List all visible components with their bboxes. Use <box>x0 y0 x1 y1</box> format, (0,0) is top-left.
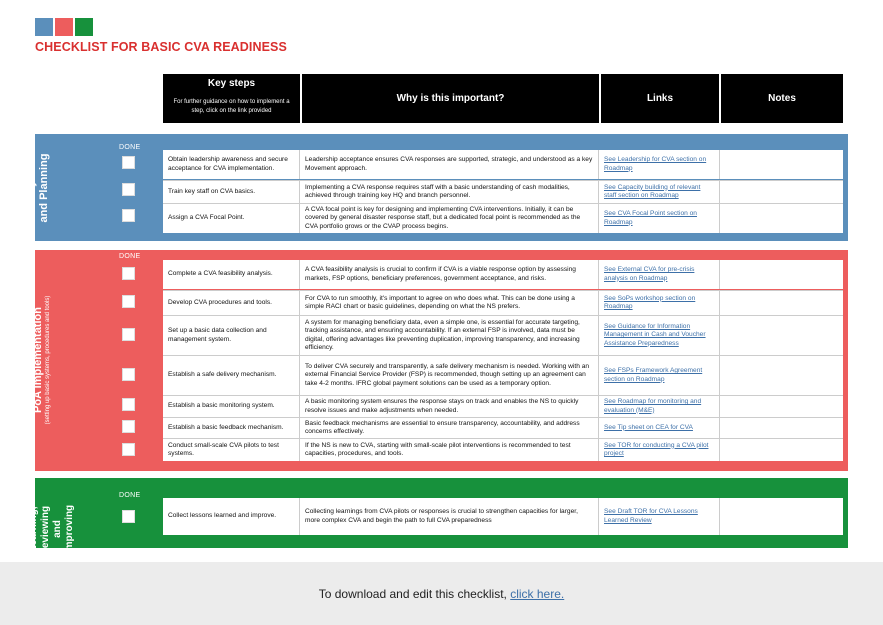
section-label-line: and <box>52 520 63 538</box>
footer-text: To download and edit this checklist, <box>318 587 511 601</box>
notes-cell[interactable] <box>720 498 843 535</box>
link-cell <box>599 291 720 315</box>
done-checkbox[interactable] <box>122 443 135 456</box>
download-footer <box>0 587 883 601</box>
step-cell: Establish a basic feedback mechanism. <box>163 418 300 438</box>
done-checkbox[interactable] <box>122 510 135 523</box>
header-key-steps-label: Key steps <box>207 78 256 89</box>
step-cell: Collect lessons learned and improve. <box>163 498 300 535</box>
table-row <box>163 438 843 461</box>
why-cell: Implementing a CVA response requires staff with a basic understanding of cash modalities, achieved through training key HQ and branch personnel. <box>300 181 599 203</box>
why-cell: If the NS is new to CVA, starting with small-scale pilot interventions is recommended to test capacities, procedures, and tools. <box>300 439 599 461</box>
notes-cell[interactable] <box>720 260 843 289</box>
notes-cell[interactable] <box>720 356 843 395</box>
why-cell: Collecting learnings from CVA pilots or responses is crucial to strengthen capacities for larger, more complex CVA and begin the path to full CVA preparedness <box>300 498 599 535</box>
link-cell <box>599 260 720 289</box>
step-cell: Establish a safe delivery mechanism. <box>163 356 300 395</box>
table-row <box>163 180 843 203</box>
why-cell: For CVA to run smoothly, it's important to agree on who does what. This can be done using a simple RACI chart or basic guidelines, depending on what the NS prefers. <box>300 291 599 315</box>
roadmap-link[interactable]: See Leadership for CVA section on Roadmap <box>604 156 707 172</box>
logo-square-blue <box>35 18 53 36</box>
header-links <box>601 74 719 123</box>
done-label: DONE <box>119 144 141 151</box>
roadmap-link[interactable]: See CVA Focal Point section on Roadmap <box>604 210 697 226</box>
link-cell <box>599 498 720 535</box>
why-cell: A basic monitoring system ensures the response stays on track and enables the NS to quickly resolve issues and make adjustments when needed. <box>300 396 599 417</box>
link-cell <box>599 396 720 417</box>
roadmap-link[interactable]: See Draft TOR for CVA Lessons Learned Review <box>604 508 698 524</box>
section-label-line: and Planning <box>38 153 50 223</box>
section-label-line: improving <box>64 504 75 554</box>
table-row <box>163 260 843 289</box>
link-cell <box>599 356 720 395</box>
notes-cell[interactable] <box>720 439 843 461</box>
table-row <box>163 395 843 417</box>
step-cell: Train key staff on CVA basics. <box>163 181 300 203</box>
notes-cell[interactable] <box>720 291 843 315</box>
done-label: DONE <box>119 492 141 499</box>
link-cell <box>599 181 720 203</box>
notes-cell[interactable] <box>720 150 843 179</box>
done-checkbox[interactable] <box>122 420 135 433</box>
why-cell: To deliver CVA securely and transparently, a safe delivery mechanism is needed. Working with an external Financial Service Provider (FSP) is recommended, though setting up an agreement can take 4-2 months. IFRC global payment solutions can be used as a temporary option. <box>300 356 599 395</box>
why-cell: A system for managing beneficiary data, even a simple one, is essential for accurate targeting, tracking assistance, and ensuring accountability. If an external FSP is involved, data must be digital, offering advantages like preventing duplication, improving transparency, and increasing efficiency. <box>300 316 599 355</box>
section-label-line: reviewing <box>40 505 51 553</box>
logo-square-red <box>55 18 73 36</box>
section-label-poa <box>32 295 52 425</box>
table-row <box>163 290 843 315</box>
roadmap-link[interactable]: See Guidance for Information Management in Cash and Voucher Assistance Preparedness <box>604 322 706 347</box>
step-cell: Conduct small-scale CVA pilots to test systems. <box>163 439 300 461</box>
notes-cell[interactable] <box>720 316 843 355</box>
done-checkbox[interactable] <box>122 267 135 280</box>
page-title: CHECKLIST FOR BASIC CVA READINESS <box>35 40 287 54</box>
header-key-steps <box>163 74 300 123</box>
roadmap-link[interactable]: See Roadmap for monitoring and evaluation (M&E) <box>604 398 702 414</box>
roadmap-link[interactable]: See Tip sheet on CEA for CVA <box>604 423 693 431</box>
roadmap-link[interactable]: See Capacity building of relevant staff section on Roadmap <box>604 183 701 199</box>
why-cell: Leadership acceptance ensures CVA responses are supported, strategic, and understood as a key Movement approach. <box>300 150 599 179</box>
section-label-line: PoA implementation <box>32 307 44 413</box>
done-checkbox[interactable] <box>122 156 135 169</box>
table-row <box>163 203 843 233</box>
download-link[interactable]: click here. <box>510 587 565 601</box>
header-why <box>302 74 599 123</box>
done-checkbox[interactable] <box>122 368 135 381</box>
section-label-analysis <box>25 138 51 238</box>
roadmap-link[interactable]: See External CVA for pre-crisis analysis on Roadmap <box>604 266 695 282</box>
done-checkbox[interactable] <box>122 183 135 196</box>
step-cell: Set up a basic data collection and management system. <box>163 316 300 355</box>
why-cell: A CVA focal point is key for designing and implementing CVA interventions. Initially, it can be covered by general disaster response staff, but a dedicated focal point is recommended as the CVA portfolio grows or the CVAP process begins. <box>300 204 599 233</box>
table-row <box>163 417 843 438</box>
notes-cell[interactable] <box>720 396 843 417</box>
notes-cell[interactable] <box>720 418 843 438</box>
link-cell <box>599 418 720 438</box>
link-cell <box>599 204 720 233</box>
section-label-learning <box>28 499 76 559</box>
section-label-line: Learning, <box>28 506 39 552</box>
step-cell: Obtain leadership awareness and secure acceptance for CVA implementation. <box>163 150 300 179</box>
notes-cell[interactable] <box>720 204 843 233</box>
table-row <box>163 498 843 535</box>
section-sublabel: (setting up basic systems, procedures and tools) <box>45 295 51 425</box>
table-row <box>163 355 843 395</box>
roadmap-link[interactable]: See SoPs workshop section on Roadmap <box>604 294 696 310</box>
header-links-label: Links <box>646 93 674 104</box>
link-cell <box>599 439 720 461</box>
table-row <box>163 315 843 355</box>
logo-square-green <box>75 18 93 36</box>
why-cell: A CVA feasibility analysis is crucial to confirm if CVA is a viable response option by assessing markets, FSP options, beneficiary preferences, government acceptance, and risks. <box>300 260 599 289</box>
why-cell: Basic feedback mechanisms are essential to ensure transparency, accountability, and address concerns effectively. <box>300 418 599 438</box>
header-key-steps-note: For further guidance on how to implement a step, click on the link provided <box>173 99 290 114</box>
link-cell <box>599 150 720 179</box>
roadmap-link[interactable]: See TOR for conducting a CVA pilot project <box>604 441 709 457</box>
step-cell: Assign a CVA Focal Point. <box>163 204 300 233</box>
step-cell: Establish a basic monitoring system. <box>163 396 300 417</box>
section-label-line: Analysis <box>25 165 37 211</box>
done-label: DONE <box>119 253 141 260</box>
done-checkbox[interactable] <box>122 295 135 308</box>
roadmap-link[interactable]: See FSPs Framework Agreement section on Roadmap <box>604 367 703 383</box>
link-cell <box>599 316 720 355</box>
step-cell: Develop CVA procedures and tools. <box>163 291 300 315</box>
header-why-label: Why is this important? <box>396 93 505 104</box>
header-notes <box>721 74 843 123</box>
done-checkbox[interactable] <box>122 328 135 341</box>
table-row <box>163 150 843 179</box>
header-notes-label: Notes <box>768 93 796 104</box>
notes-cell[interactable] <box>720 181 843 203</box>
done-checkbox[interactable] <box>122 209 135 222</box>
step-cell: Complete a CVA feasibility analysis. <box>163 260 300 289</box>
done-checkbox[interactable] <box>122 398 135 411</box>
